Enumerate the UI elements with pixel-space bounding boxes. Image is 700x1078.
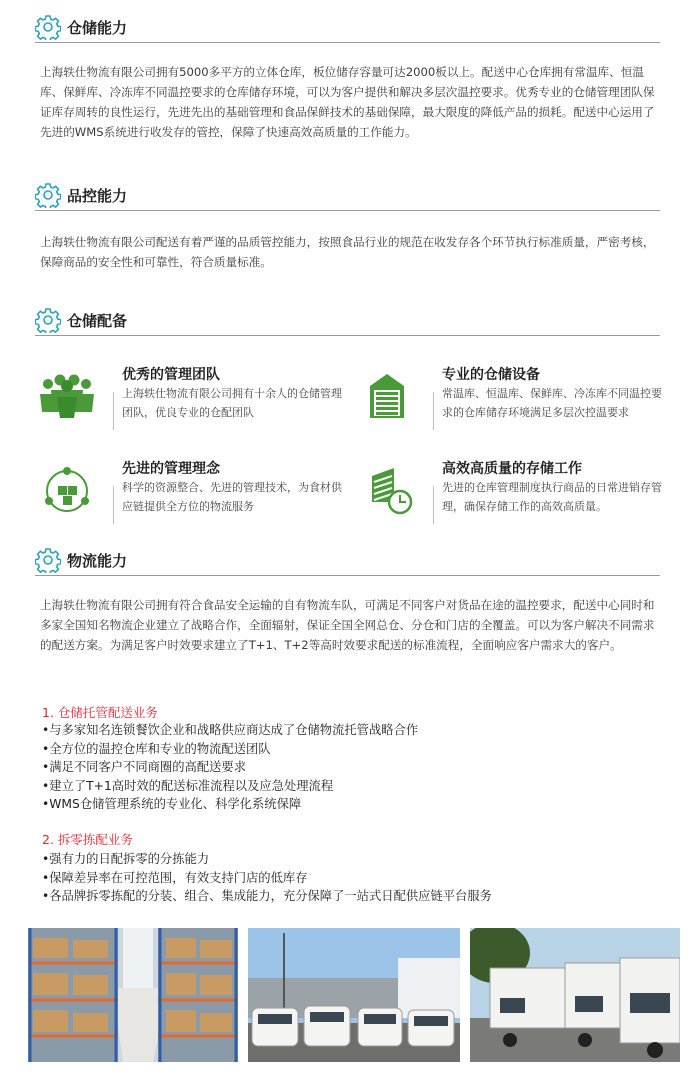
- divider: [113, 392, 114, 430]
- list-item: •WMS仓储管理系统的专业化、科学化系统保障: [42, 797, 302, 812]
- gear-icon: [35, 307, 61, 333]
- list-item: •强有力的日配拆零的分拣能力: [42, 852, 210, 866]
- feature-title: 高效高质量的存储工作: [442, 461, 582, 477]
- divider: [35, 42, 660, 43]
- section-title: 仓储能力: [67, 19, 128, 37]
- warehouse-photo: [28, 928, 238, 1062]
- warehouse-icon: [356, 370, 418, 422]
- feature-title: 先进的管理理念: [122, 461, 220, 477]
- feature-management-team: [36, 364, 342, 436]
- list-item: •保障差异率在可控范围，有效支持门店的低库存: [42, 870, 308, 885]
- list-item: •满足不同客户不同商圈的高配送要求: [42, 760, 247, 775]
- vans-photo: [248, 928, 460, 1062]
- gear-icon: [35, 182, 61, 208]
- list-item: •与多家知名连锁餐饮企业和战略供应商达成了仓储物流托管战略合作: [42, 723, 419, 737]
- feature-desc: 先进的仓库管理制度执行商品的日常进销存管理，确保存储工作的高效高质量。: [442, 481, 662, 513]
- divider: [35, 210, 660, 211]
- divider: [113, 486, 114, 524]
- feature-title: 优秀的管理团队: [122, 367, 220, 383]
- gear-icon: [35, 14, 61, 40]
- service-title: 2. 拆零拣配业务: [42, 832, 133, 847]
- service-list: [42, 850, 662, 906]
- section-header-storage: [35, 12, 660, 44]
- service-list: [42, 721, 662, 814]
- divider: [433, 486, 434, 524]
- logistics-paragraph: 上海轶仕物流有限公司拥有符合食品安全运输的自有物流车队，可满足不同客户对货品在途的温控要求，配送中心同时和多家全国知名物流企业建立了战略合作，全面辐射，保证全国全网总仓、分仓和门店的全覆盖。可以为客户解决不同需求的配送方案。为满足客户时效要求建立了T+1、T+2等高时效要求配送的标准流程，全面响应客户需求大的客户。: [40, 598, 655, 652]
- section-header-equipment: [35, 305, 660, 337]
- gear-icon: [35, 547, 61, 573]
- divider: [35, 575, 660, 576]
- feature-title: 专业的仓储设备: [442, 367, 540, 383]
- quality-paragraph: 上海轶仕物流有限公司配送有着严谨的品质管控能力，按照食品行业的规范在收发存各个环节执行标准质量，严密考核，保障商品的安全性和可靠性，符合质量标准。: [40, 235, 655, 269]
- section-header-quality: [35, 180, 660, 212]
- feature-efficient-storage: [356, 458, 662, 530]
- feature-desc: 科学的资源整合、先进的管理技术，为食材供应链提供全方位的物流服务: [122, 481, 342, 513]
- feature-desc: 上海轶仕物流有限公司拥有十余人的仓储管理团队，优良专业的仓配团队: [122, 387, 342, 419]
- divider: [433, 392, 434, 430]
- section-title: 物流能力: [67, 552, 128, 570]
- feature-storage-equipment: [356, 364, 662, 436]
- storage-paragraph: 上海轶仕物流有限公司拥有5000多平方的立体仓库，板位储存容量可达2000板以上。配送中心仓库拥有常温库、恒温库、保鲜库、冷冻库不同温控要求的仓库储存环境，可以为客户提供和解决多层次温控要求。优秀专业的仓储管理团队保证库存周转的良性运行，先进先出的基础管理和食品保鲜技术的基础保障，最大限度的降低产品的损耗。配送中心运用了先进的WMS系统进行收发存的管控，保障了快速高效高质量的工作能力。: [40, 65, 655, 139]
- list-item: •建立了T+1高时效的配送标准流程以及应急处理流程: [42, 778, 334, 793]
- list-item: •各品牌拆零拣配的分装、组合、集成能力，充分保障了一站式日配供应链平台服务: [42, 889, 492, 904]
- cycle-boxes-icon: [36, 464, 98, 516]
- section-header-logistics: [35, 545, 660, 577]
- trucks-photo: [470, 928, 680, 1062]
- feature-management-concept: [36, 458, 342, 530]
- team-icon: [36, 370, 98, 422]
- list-item: •全方位的温控仓库和专业的物流配送团队: [42, 741, 271, 756]
- section-title: 品控能力: [67, 187, 128, 205]
- section-title: 仓储配备: [67, 312, 128, 330]
- divider: [35, 335, 660, 336]
- service-title: 1. 仓储托管配送业务: [42, 705, 158, 720]
- feature-desc: 常温库、恒温库、保鲜库、冷冻库不同温控要求的仓库储存环境满足多层次控温要求: [442, 387, 662, 419]
- warehouse-clock-icon: [356, 464, 418, 516]
